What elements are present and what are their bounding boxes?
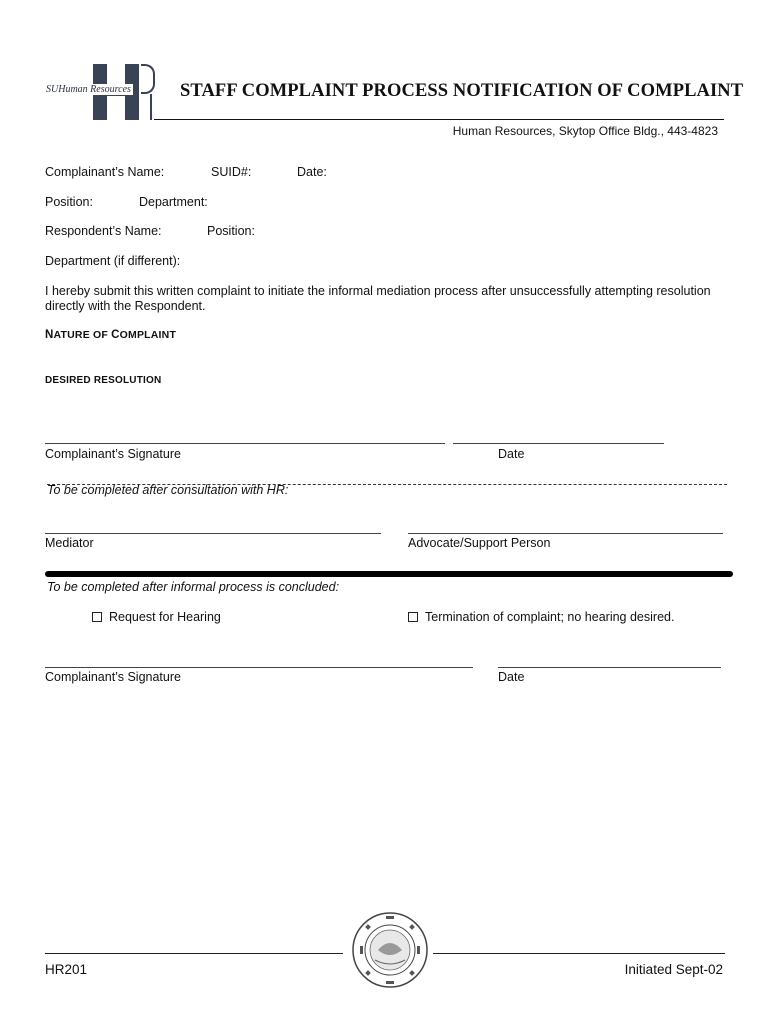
position-label: Position: [45,195,93,209]
department-if-different-label: Department (if different): [45,254,181,268]
signature-date-line-2[interactable] [498,667,721,668]
hr-logo [44,64,160,122]
date-label: Date: [297,165,327,179]
hr-logo-r [141,64,155,94]
advocate-line[interactable] [408,533,723,534]
informal-process-note: To be completed after informal process is concluded: [47,580,340,594]
thick-divider [45,571,733,577]
signature-date-label: Date [498,447,525,461]
hr-logo-r-leg [150,94,152,120]
page-title: STAFF COMPLAINT PROCESS NOTIFICATION OF COMPLAINT [180,81,744,101]
respondent-position-label: Position: [207,224,255,238]
respondent-name-label: Respondent’s Name: [45,224,162,238]
complainant-signature-label: Complainant’s Signature [45,447,181,461]
form-number: HR201 [45,962,88,977]
mediator-label: Mediator [45,536,94,550]
department-label: Department: [139,195,208,209]
desired-resolution-heading: DESIRED RESOLUTION [45,375,162,386]
request-hearing-checkbox[interactable] [92,612,102,622]
nature-of-complaint-heading: NATURE OF COMPLAINT [45,329,177,341]
request-hearing-label: Request for Hearing [109,610,221,624]
complainant-name-label: Complainant’s Name: [45,165,165,179]
complainant-signature-label-2: Complainant’s Signature [45,670,181,684]
complainant-signature-line[interactable] [45,443,445,444]
complaint-statement: I hereby submit this written complaint to initiate the informal mediation process after unsuccessfully attempting resolution directly with the Respondent. [45,284,711,313]
consultation-note: To be completed after consultation with HR: [47,483,289,497]
suid-label: SUID#: [211,165,252,179]
signature-date-line[interactable] [453,443,664,444]
advocate-label: Advocate/Support Person [408,536,551,550]
university-seal [350,910,430,990]
mediator-line[interactable] [45,533,381,534]
footer-rule-right [433,953,725,954]
signature-date-label-2: Date [498,670,525,684]
title-rule [154,119,724,120]
footer-rule-left [45,953,343,954]
hr-logo-wordmark: SUHuman Resources [46,84,131,95]
seal-icon [350,910,430,990]
initiated-date: Initiated Sept-02 [624,962,723,977]
office-address: Human Resources, Skytop Office Bldg., 443-4823 [452,124,718,138]
complainant-signature-line-2[interactable] [45,667,473,668]
termination-checkbox[interactable] [408,612,418,622]
termination-label: Termination of complaint; no hearing desired. [425,610,675,624]
